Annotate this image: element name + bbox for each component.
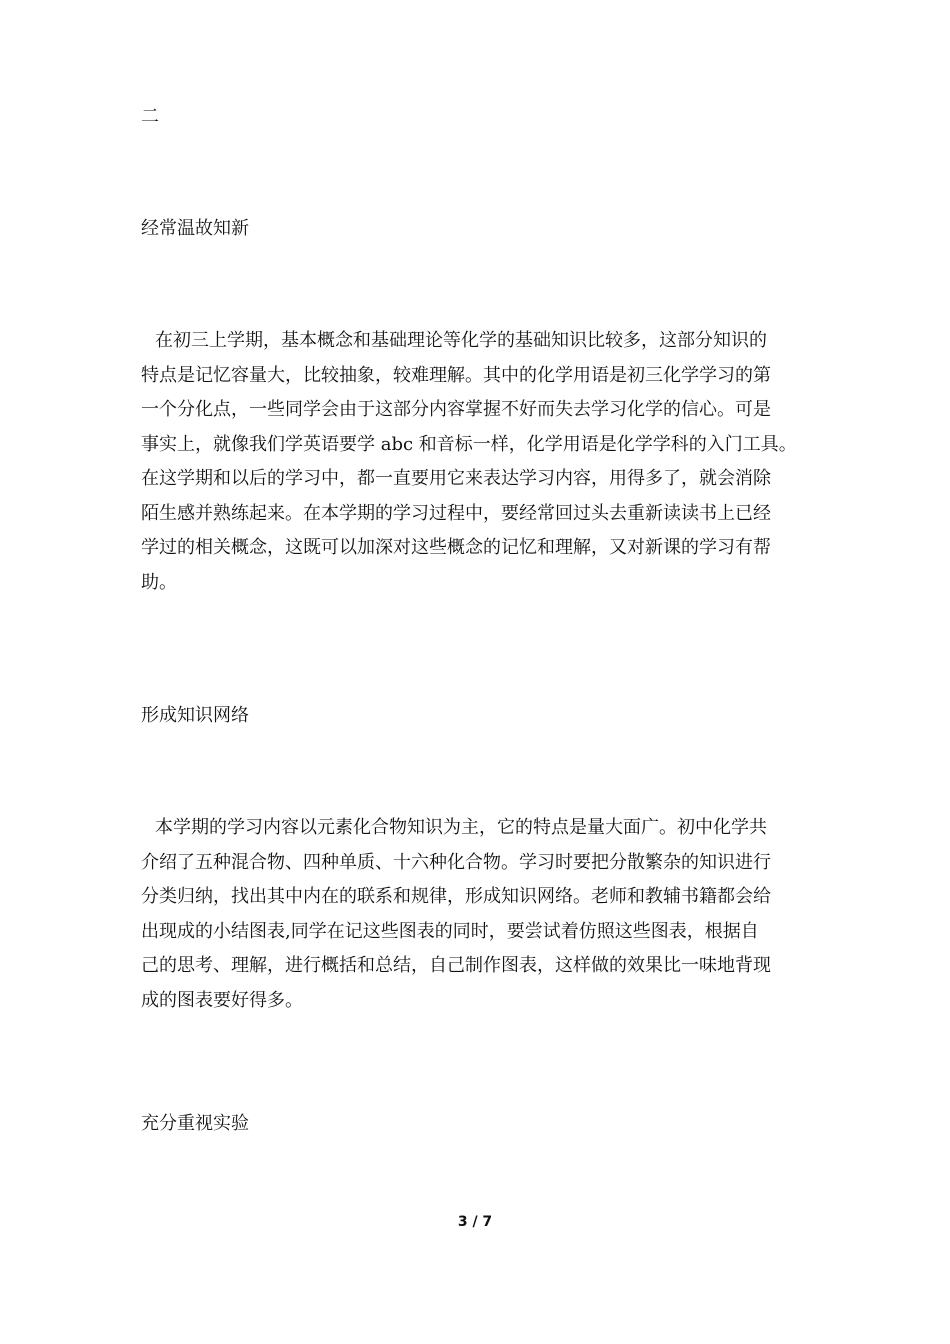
paragraph-knowledge-network — [141, 811, 817, 1018]
heading-knowledge-network: 形成知识网络 — [141, 705, 249, 726]
paragraph-line: 分类归纳，找出其中内在的联系和规律，形成知识网络。老师和教辅书籍都会给 — [141, 886, 771, 907]
paragraph-line: 在初三上学期，基本概念和基础理论等化学的基础知识比较多，这部分知识的 — [155, 330, 767, 351]
paragraph-line: 陌生感并熟练起来。在本学期的学习过程中，要经常回过头去重新读读书上已经 — [141, 502, 771, 524]
paragraph-review-old-knowledge — [141, 324, 817, 600]
paragraph-line: 学过的相关概念，这既可以加深对这些概念的记忆和理解，又对新课的学习有帮 — [141, 537, 771, 558]
page-indicator: 3 / 7 — [457, 1214, 493, 1230]
paragraph-line: 成的图表要好得多。 — [141, 989, 303, 1011]
paragraph-line: 己的思考、理解，进行概括和总结，自己制作图表，这样做的效果比一味地背现 — [141, 955, 771, 976]
paragraph-line: 在这学期和以后的学习中，都一直要用它来表达学习内容，用得多了，就会消除 — [141, 468, 771, 489]
paragraph-line: 本学期的学习内容以元素化合物知识为主，它的特点是量大面广。初中化学共 — [155, 817, 767, 838]
paragraph-line: 一个分化点，一些同学会由于这部分内容掌握不好而失去学习化学的信心。可是 — [141, 399, 771, 420]
paragraph-line: 出现成的小结图表,同学在记这些图表的同时，要尝试着仿照这些图表，根据自 — [141, 920, 759, 942]
paragraph-line: 助。 — [141, 571, 177, 593]
heading-review-old-knowledge: 经常温故知新 — [141, 218, 249, 239]
paragraph-line: 特点是记忆容量大，比较抽象，较难理解。其中的化学用语是初三化学学习的第 — [141, 364, 771, 386]
paragraph-line: 介绍了五种混合物、四种单质、十六种化合物。学习时要把分散繁杂的知识进行 — [141, 851, 771, 873]
section-number: 二 — [141, 106, 159, 127]
paragraph-line: 事实上，就像我们学英语要学 abc 和音标一样，化学用语是化学学科的入门工具。 — [141, 433, 797, 455]
heading-value-experiments: 充分重视实验 — [141, 1113, 249, 1134]
